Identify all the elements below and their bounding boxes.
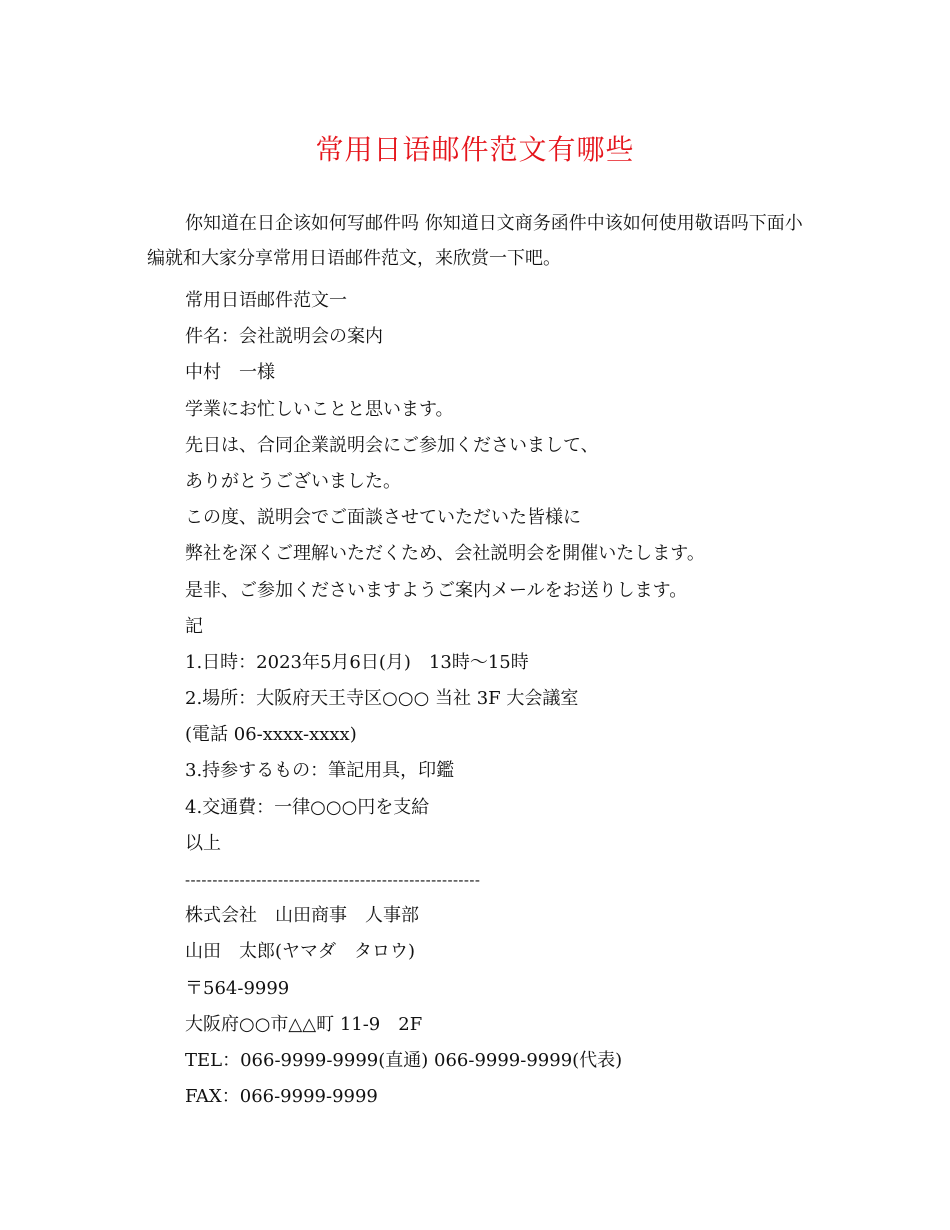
body-line: ありがとうございました。 [185, 470, 401, 492]
body-line: 弊社を深くご理解いただくため、会社説明会を開催いたします。 [185, 543, 705, 565]
body-line: この度、説明会でご面談させていただいた皆様に [185, 507, 581, 529]
signature-address: 大阪府○○市△△町 11-9 2F [185, 1013, 423, 1035]
signature-postal-code: 〒564-9999 [185, 977, 290, 999]
signature-fax: FAX：066-9999-9999 [185, 1086, 378, 1108]
body-line: 是非、ご参加くださいますようご案内メールをお送りします。 [185, 579, 688, 601]
signature-divider: ------------------------------------------------------ [185, 871, 481, 889]
body-line: 先日は、合同企業説明会にご参加くださいまして、 [185, 434, 599, 456]
signature-name: 山田 太郎(ヤマダ タロウ) [185, 941, 416, 963]
detail-date: 1.日時：2023年5月6日(月) 13時～15時 [185, 651, 529, 673]
email-subject: 件名：会社説明会の案内 [185, 326, 383, 348]
signature-company: 株式会社 山田商事 人事部 [185, 905, 419, 927]
email-body [185, 283, 825, 1115]
body-line: 学業にお忙しいことと思います。 [185, 398, 454, 420]
detail-travel-expense: 4.交通費：一律○○○円を支給 [185, 796, 430, 818]
closing-mark: 以上 [185, 832, 221, 854]
detail-items: 3.持参するもの：筆記用具，印鑑 [185, 760, 455, 782]
document-title: 常用日语邮件范文有哪些 [315, 133, 635, 166]
recipient-name: 中村 一様 [185, 362, 275, 384]
notice-heading: 記 [185, 615, 203, 637]
signature-tel: TEL：066-9999-9999(直通) 066-9999-9999(代表) [185, 1049, 623, 1071]
section-heading: 常用日语邮件范文一 [185, 290, 347, 311]
detail-phone: (電話 06-xxxx-xxxx) [185, 724, 357, 746]
detail-place: 2.場所：大阪府天王寺区○○○ 当社 3F 大会議室 [185, 688, 579, 710]
intro-paragraph: 你知道在日企该如何写邮件吗 你知道日文商务函件中该如何使用敬语吗下面小编就和大家分享常用日语邮件范文，来欣赏一下吧。 [147, 213, 803, 269]
